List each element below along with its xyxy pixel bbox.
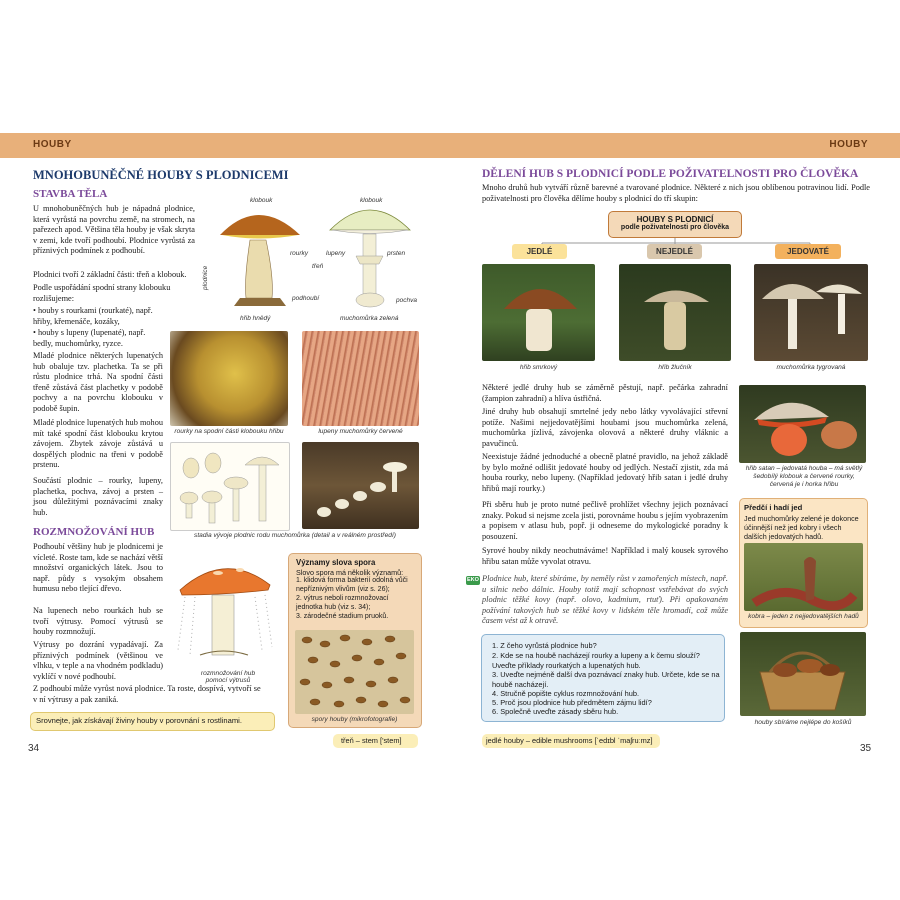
caption-lupeny: lupeny muchomůrky červené xyxy=(318,428,403,435)
photo-kobra xyxy=(744,543,863,611)
question-6: 6. Společně uveďte zásady sběru hub. xyxy=(492,707,619,716)
category-jedovate: JEDOVATÉ xyxy=(775,244,841,259)
photo-rourky xyxy=(170,331,288,426)
text-pestovani: Některé jedlé druhy hub se záměrně pěstují, např. pečárka zahradní (žampion zahradní) a hlíva ústřičná. xyxy=(482,383,728,403)
zavoj-text: Mladé plodnice lupenatých hub mohou mít také spodní část klobouku krytou závojem. Zbytek závoje zůstává u dospělých plodnic na třeni v podobě prstenu. xyxy=(33,418,163,470)
bolete-illustration xyxy=(220,215,300,306)
photo-hrib-satan xyxy=(739,385,866,463)
photo-kosik xyxy=(740,632,866,716)
z-podhoubi-text: Z podhoubí může vyrůst nová plodnice. Ta roste, dospívá, vytvoří se v ní výtrusy a pak zaniká. xyxy=(33,684,261,704)
text-pravidlo: Neexistuje žádné jednoduché a obecně platné pravidlo, na jehož základě by bylo možné odlišit jedovaté houby od jedlých. Nestačí zjistit, zda má houba rourky, nebo lupeny. (Například jedovatý hřib satan i jedlé druhy hřibů mají rourky.) xyxy=(482,452,728,493)
label-podhoubi: podhoubí xyxy=(292,295,320,302)
spora-item-3: 3. zárodečné stadium pruoků. xyxy=(296,613,389,620)
warn-title: Předčí i hadí jed xyxy=(744,503,803,512)
question-3: 3. Uveďte nejméně další dva poznávací znaky hub. Určete, kde se na houbě nacházejí. xyxy=(492,670,720,689)
eko-badge xyxy=(466,576,480,585)
caption-rourky: rourky na spodní části klobouku hřibu xyxy=(174,428,284,435)
photo-vyvoj-prostredi xyxy=(302,442,419,529)
eko-label: EKO xyxy=(467,577,479,583)
vocab-right-text: jedlé houby – edible mushrooms [ˈedɪbl ˈmaʃruːmz] xyxy=(486,736,653,745)
lupeny-vytrusy-text: Na lupenech nebo rourkách hub se tvoří výtrusy. Pomocí výtrusů se houby rozmnožují. xyxy=(33,606,163,637)
question-4: 4. Stručně popište cyklus rozmnožování hub. xyxy=(492,689,640,698)
caption-hrib-satan: hřib satan – jedovatá houba – má světlý šedobílý klobouk a červené rourky, červená je i horka hřibu xyxy=(745,465,863,488)
caption-kosik: houby sbíráme nejlépe do košíků xyxy=(754,719,852,726)
page-number-right: 35 xyxy=(860,743,872,754)
photo-hrib-zlucnik xyxy=(619,264,731,361)
photo-spory xyxy=(295,630,414,714)
intro-text: U mnohobuněčných hub je nápadná plodnice, která vyrůstá na povrchu země, na stromech, na pařezech apod. Většina těla houby je však skryta v zemi, kde tvoří podhoubí. Plodnice vyrůstá za příznivých podmínek z podhoubí. xyxy=(33,204,195,256)
spora-item-1: 1. klidová forma bakterií odolná vůči nepříznivým vlivům (viz s. 26); xyxy=(296,577,408,593)
label-klobouk: klobouk xyxy=(250,197,273,204)
caption-kobra: kobra – jeden z nejjedovatějších hadů xyxy=(748,613,859,620)
questions-box xyxy=(481,634,725,722)
caption-hrib-smrkovy: hřib smrkový xyxy=(519,364,558,371)
heading-stavba: STAVBA TĚLA xyxy=(33,188,108,200)
heading-rozmnozovani: ROZMNOŽOVÁNÍ HUB xyxy=(33,526,155,538)
illustration-rozmnozovani xyxy=(170,555,285,675)
tree-subtitle: podle poživatelnosti pro člověka xyxy=(620,224,730,231)
spora-title: Významy slova spora xyxy=(296,558,376,567)
bullet-lupeny: • houby s lupeny (lupenaté), např. bedly, muchomůrky, ryzce. xyxy=(33,328,146,348)
category-nejedle: NEJEDLÉ xyxy=(647,244,702,259)
text-sber: Při sběru hub je proto nutné pečlivě prohlížet všechny jejich poznávací znaky. Pokud si nejsme zcela jisti, porovnáme houbu s jejím vyobrazením a popisem v atlasu hub, popř. ji odneseme do mykologické poradny k posouzení. xyxy=(482,500,728,541)
label-klobouk-2: klobouk xyxy=(360,197,383,204)
header-left: HOUBY xyxy=(33,139,72,150)
photo-hrib-smrkovy xyxy=(482,264,595,361)
question-text: Srovnejte, jak získávají živiny houby v porovnání s rostlinami. xyxy=(36,716,242,725)
caption-spory: spory houby (mikrofotografie) xyxy=(311,716,398,723)
amanita-illustration xyxy=(330,210,410,307)
label-lupeny: lupeny xyxy=(326,250,346,257)
category-jedle: JEDLÉ xyxy=(512,244,567,259)
spora-item-2: 2. výtrus neboli rozmnožovací jednotka hub (viz s. 34); xyxy=(296,595,389,611)
question-5: 5. Proč jsou plodnice hub předmětem zájmu lidí? xyxy=(492,698,652,707)
text-jedy: Jiné druhy hub obsahují smrtelné jedy nebo látky vyvolávající střevní potíže. Našimi nejjedovatějšími houbami jsou muchomůrka zelená, muchomůrka jízlivá, závojenka olovová a některé druhy vláknic a pavučinců. xyxy=(482,407,728,448)
tree-root xyxy=(608,211,742,238)
question-2: 2. Kde se na houbě nacházejí rourky a lupeny a k čemu slouží? Uveďte příklady rourkatých a lupenatých hub. xyxy=(492,651,700,670)
caption-muchomurka-tygrovana: muchomůrka tygrovaná xyxy=(776,364,846,371)
caption-hrib-hnedy: hřib hnědý xyxy=(240,315,271,322)
vytrusy-text: Výtrusy po dozrání vypadávají. Za příznivých podmínek (většinou ve vlhku, v teple a na vhodném podkladu) vyklíčí v nové podhoubí. xyxy=(33,640,163,681)
header-band xyxy=(0,133,900,158)
right-intro: Mnoho druhů hub vytváří různě barevné a tvarované plodnice. Některé z nich jsou oblíbenou potravinou lidí. Podle poživatelnosti pro člověka dělíme houby s plodnicí do tří skupin: xyxy=(482,183,870,203)
page-number-left: 34 xyxy=(28,743,40,754)
snake-info-box xyxy=(739,498,868,628)
page-title-left: MNOHOBUNĚČNÉ HOUBY S PLODNICEMI xyxy=(33,168,289,182)
header-right: HOUBY xyxy=(829,139,868,150)
spora-info-box xyxy=(288,553,422,728)
text-syrove: Syrové houby nikdy neochutnáváme! Například i malý kousek syrového hřibu satan může vyvolat otravu. xyxy=(482,546,728,566)
label-rourky: rourky xyxy=(290,250,309,257)
eko-text: Plodnice hub, které sbíráme, by neměly růst v zamořených místech, např. u silnic nebo dálnic. Houby totiž mají schopnost vstřebávat do svých plodnic těžké kovy (např. olovo, kadmium, rtuť). Při opakovaném požívání takových hub se těžké kovy v lidském těle hromadí, což může časem vést až k otravě. xyxy=(482,574,728,626)
caption-vyvoj: stadia vývoje plodnic rodu muchomůrka (detail a v reálném prostředí) xyxy=(194,532,396,539)
caption-hrib-zlucnik: hřib žlučník xyxy=(658,364,692,371)
plachetka-text: Mladé plodnice některých lupenatých hub obaluje tzv. plachetka. Ta se při růstu plodnice trhá. Na spodní části třeně zůstává část plachetky v podobě pochvy a na povrchu klobouku v podobě šupin. xyxy=(33,351,163,413)
bullet-rourky: • houby s rourkami (rourkaté), např. hřiby, křemenáče, kozáky, xyxy=(33,306,153,326)
soucasti-text: Součástí plodnic – rourky, lupeny, plachetka, pochva, závoj a prsten – jsou důležitými poznávacími znaky hub. xyxy=(33,476,163,517)
podhoubi-text: Podhoubí většiny hub je plodnicemi je vícleté. Roste tam, kde se nachází větší množství organických látek. Jsou to např. půdy s vysokým obsahem humusu nebo tlející dřevo. xyxy=(33,542,163,594)
question-1: 1. Z čeho vyrůstá plodnice hub? xyxy=(492,641,597,650)
spora-intro: Slovo spora má několik významů: xyxy=(296,568,404,577)
plodnice-text: Plodnici tvoří 2 základní části: třeň a klobouk. xyxy=(33,270,187,279)
vocab-left xyxy=(333,734,418,748)
warn-text: Jed muchomůrky zelené je dokonce účinnější než jed kobry i všech dalších jedovatých hadů. xyxy=(744,514,859,541)
photo-lupeny xyxy=(302,331,419,426)
caption-rozmnozovani: rozmnožování hub pomocí výtrusů xyxy=(200,670,256,684)
label-pochva: pochva xyxy=(396,297,417,304)
podle-text: Podle uspořádání spodní strany klobouku rozlišujeme: xyxy=(33,283,171,303)
label-plodnice: plodnice xyxy=(202,265,209,290)
photo-muchomurka-tygrovana xyxy=(754,264,868,361)
page-title-right: DĚLENÍ HUB S PLODNICÍ PODLE POŽIVATELNOSTI PRO ČLOVĚKA xyxy=(482,168,859,180)
mushroom-structure-diagram xyxy=(200,190,430,325)
tree-title: HOUBY S PLODNICÍ xyxy=(636,215,714,224)
vocab-left-text: třeň – stem ['stem] xyxy=(341,736,402,745)
question-box xyxy=(30,712,275,731)
caption-muchomurka-zelena: muchomůrka zelená xyxy=(340,315,399,322)
illustration-vyvoj xyxy=(170,442,290,531)
label-tren: třeň xyxy=(312,263,324,270)
label-prsten: prsten xyxy=(387,250,406,257)
vocab-right xyxy=(482,734,660,748)
